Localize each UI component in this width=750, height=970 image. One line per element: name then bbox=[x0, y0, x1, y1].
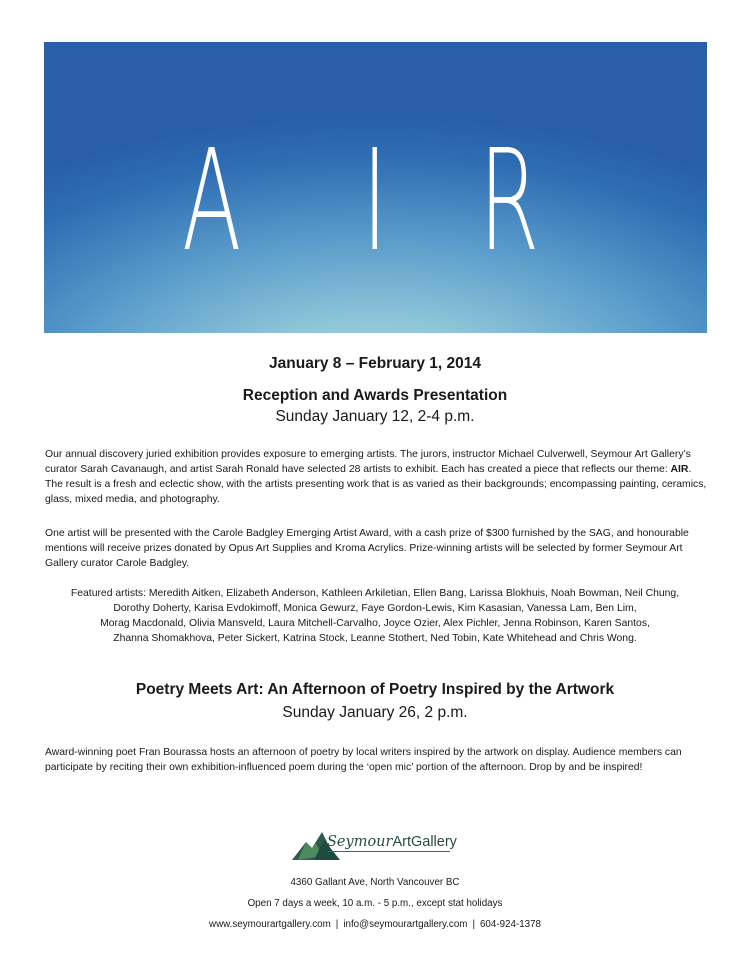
logo-script-text: Seymour bbox=[327, 834, 393, 850]
gallery-logo bbox=[292, 828, 462, 862]
intro-text-before: Our annual discovery juried exhibition provides exposure to emerging artists. The jurors, instructor Michael Culverwell, Seymour Art Gallery’s curator Sarah Cavanaugh, and artist Sarah Ronald have selected 28 artists to exhibit. Each has created a piece that reflects our theme: bbox=[45, 449, 691, 475]
reception-time: Sunday January 12, 2-4 p.m. bbox=[275, 408, 475, 425]
poetry-title: Poetry Meets Art: An Afternoon of Poetry Inspired by the Artwork bbox=[135, 681, 615, 698]
featured-artists-line: Morag Macdonald, Olivia Mansveld, Laura Mitchell-Carvalho, Joyce Ozier, Alex Pichler, Jenna Robinson, Karen Santos, bbox=[100, 618, 650, 629]
hero-banner bbox=[44, 42, 707, 333]
featured-artists-line: Dorothy Doherty, Karisa Evdokimoff, Monica Gewurz, Faye Gordon-Lewis, Kim Kasasian, Vanessa Lam, Ben Lim, bbox=[113, 603, 637, 614]
poetry-time: Sunday January 26, 2 p.m. bbox=[282, 704, 468, 721]
footer-separator: | bbox=[472, 919, 475, 930]
featured-artists-line: Zhanna Shomakhova, Peter Sickert, Katrina Stock, Leanne Stothert, Ned Tobin, Kate Whitehead and Chris Wong. bbox=[113, 633, 637, 644]
intro-paragraph bbox=[45, 447, 707, 507]
gallery-logo-text bbox=[327, 834, 457, 850]
logo-sans-text: ArtGallery bbox=[392, 834, 457, 850]
intro-theme: AIR bbox=[670, 464, 689, 475]
award-paragraph: One artist will be presented with the Carole Badgley Emerging Artist Award, with a cash prize of $300 furnished by the SAG, and honourable mentions will receive prizes donated by Opus Art Supplies and Kroma Acrylics. Prize-winning artists will be selected by former Seymour Art Gallery curator Carole Badgley. bbox=[45, 528, 689, 569]
website-link[interactable]: www.seymourartgallery.com bbox=[209, 919, 331, 930]
phone-number: 604-924-1378 bbox=[479, 919, 541, 930]
hero-letter-i: I bbox=[362, 120, 388, 283]
footer-address: 4360 Gallant Ave, North Vancouver BC bbox=[290, 877, 460, 888]
footer-separator: | bbox=[335, 919, 339, 930]
hero-letter-a: A bbox=[182, 120, 242, 283]
featured-artists bbox=[40, 586, 710, 646]
footer-contact bbox=[0, 919, 750, 930]
logo-underline bbox=[328, 851, 450, 852]
intro-text-after: . The result is a fresh and eclectic show, with the artists presenting work that is as varied as their backgrounds; encompassing painting, ceramics, glass, mixed media, and photography. bbox=[45, 464, 707, 505]
email-link[interactable]: info@seymourartgallery.com bbox=[343, 919, 468, 930]
exhibition-dates: January 8 – February 1, 2014 bbox=[269, 355, 481, 372]
footer-hours: Open 7 days a week, 10 a.m. - 5 p.m., except stat holidays bbox=[247, 898, 503, 909]
featured-artists-line: Featured artists: Meredith Aitken, Elizabeth Anderson, Kathleen Arkiletian, Ellen Bang, Larissa Blokhuis, Noah Bowman, Neil Chung, bbox=[70, 588, 680, 599]
reception-title: Reception and Awards Presentation bbox=[242, 387, 508, 404]
poetry-paragraph: Award-winning poet Fran Bourassa hosts an afternoon of poetry by local writers inspired by the artwork on display. Audience members can participate by reciting their own exhibition-influenced poem during the ‘open mic’ portion of the afternoon. Drop by and be inspired! bbox=[45, 747, 682, 773]
hero-letter-r: R bbox=[479, 120, 540, 283]
